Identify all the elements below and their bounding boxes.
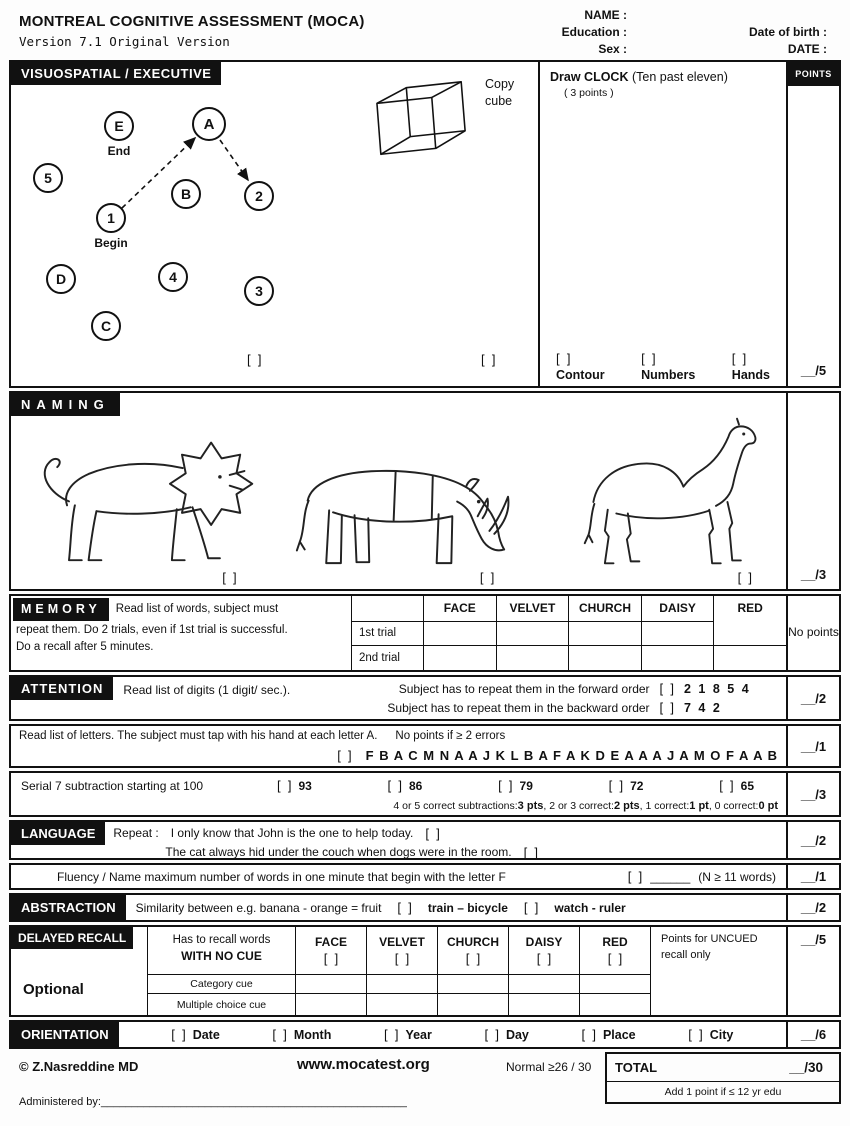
- city-checkbox[interactable]: [ ]: [688, 1027, 703, 1042]
- memory-table: [351, 596, 786, 670]
- abstraction-points-cell: [786, 895, 839, 920]
- memory-trial1-cell[interactable]: [568, 621, 641, 646]
- points-column-header: POINTS: [788, 62, 839, 86]
- fluency-score[interactable]: __/1: [800, 869, 827, 884]
- abstraction-pair1: train – bicycle: [427, 900, 508, 915]
- trail-node-A: A: [192, 107, 226, 141]
- serial7-checkbox[interactable]: [ ]: [387, 778, 402, 793]
- spacer: [673, 8, 841, 22]
- scoring-text: 0 pt: [758, 800, 778, 812]
- serial7-points-cell: [786, 773, 839, 815]
- abstraction-section-label: ABSTRACTION: [11, 895, 126, 920]
- date-field-label: DATE :: [787, 42, 827, 56]
- patient-fields: [505, 6, 841, 58]
- serial7-item: [277, 778, 312, 793]
- trail-node-1: 1: [96, 203, 126, 233]
- memory-trial2-cell[interactable]: [568, 645, 641, 670]
- trail-node-2: 2: [244, 181, 274, 211]
- forward-digits-checkbox[interactable]: [ ]: [659, 681, 674, 696]
- trail-end-label: End: [107, 144, 131, 158]
- letters-checkbox[interactable]: [ ]: [337, 748, 352, 763]
- form-header: [9, 6, 841, 58]
- trail-node-5: 5: [33, 163, 63, 193]
- form-title: MONTREAL COGNITIVE ASSESSMENT (MOCA): [19, 13, 365, 30]
- naming-item-rhinoceros: [277, 440, 525, 585]
- digits-points-cell: [786, 677, 839, 719]
- section-orientation: [9, 1020, 841, 1049]
- delayed-recall-section-label: DELAYED RECALL: [11, 927, 133, 949]
- dob-field-label: Date of birth :: [749, 25, 827, 39]
- serial7-items: [273, 778, 780, 793]
- recall-word-label: CHURCH: [447, 935, 499, 949]
- category-cue-cell[interactable]: [366, 974, 437, 993]
- memory-trial2-label: 2nd trial: [351, 645, 423, 670]
- sentence1-checkbox[interactable]: [ ]: [425, 826, 440, 841]
- section-delayed-recall: [9, 925, 841, 1017]
- clock-check-label: Contour: [556, 368, 605, 382]
- orientation-points-cell: [786, 1022, 839, 1047]
- orientation-item-label: Day: [505, 1027, 529, 1042]
- recall-church-checkbox[interactable]: [ ]: [465, 951, 481, 966]
- trail-node-D: D: [46, 264, 76, 294]
- naming-section-label: NAMING: [11, 393, 120, 416]
- orientation-day-item: [484, 1027, 528, 1042]
- trail-arrows: [17, 98, 349, 350]
- category-cue-cell[interactable]: [508, 974, 579, 993]
- category-cue-cell[interactable]: [579, 974, 650, 993]
- section-memory: [9, 594, 841, 672]
- form-version: Version 7.1 Original Version: [19, 34, 230, 49]
- backward-text: Subject has to repeat them in the backward order: [387, 700, 650, 715]
- forward-digits: 2 1 8 5 4: [684, 681, 751, 696]
- clock-numbers-item: [641, 351, 695, 382]
- category-cue-label: Category cue: [147, 974, 295, 993]
- multiple-choice-cue-cell[interactable]: [579, 993, 650, 1015]
- language-section-label: LANGUAGE: [11, 822, 105, 845]
- section-language-repeat: [9, 820, 841, 860]
- no-cue-line2: WITH NO CUE: [181, 949, 262, 964]
- memory-trial1-cell[interactable]: [423, 621, 496, 646]
- recall-word-label: RED: [602, 935, 628, 949]
- delayed-recall-score[interactable]: __/5: [800, 932, 827, 947]
- scoring-text: 2 pts: [613, 800, 640, 812]
- memory-instructions: [11, 596, 351, 670]
- scoring-text: 4 or 5 correct subtractions:: [393, 800, 518, 812]
- recall-word-velvet: [366, 927, 437, 974]
- category-cue-cell[interactable]: [295, 974, 366, 993]
- clock-drawing-area[interactable]: [538, 62, 786, 386]
- clock-points-note: ( 3 points ): [564, 87, 614, 99]
- memory-points-cell: [786, 596, 839, 670]
- multiple-choice-cue-cell[interactable]: [295, 993, 366, 1015]
- serial7-value: 72: [630, 778, 644, 793]
- clock-check-label: Numbers: [641, 368, 696, 382]
- delayed-recall-grid: [11, 927, 786, 1015]
- clock-score-items: [540, 351, 786, 382]
- recall-word-daisy: [508, 927, 579, 974]
- cube-checkbox[interactable]: [ ]: [481, 352, 496, 367]
- serial7-scoring-rule: [21, 800, 780, 812]
- trail-node-C: C: [91, 311, 121, 341]
- sentence2-checkbox[interactable]: [ ]: [523, 845, 539, 860]
- education-bonus-note: Add 1 point if ≤ 12 yr edu: [664, 1086, 782, 1098]
- trail-begin-label: Begin: [94, 236, 128, 250]
- repeat-sentence1-line: [113, 826, 782, 841]
- serial7-item: [719, 778, 754, 793]
- orientation-place-item: [582, 1027, 636, 1042]
- form-footer: [9, 1052, 841, 1110]
- memory-word-church: CHURCH: [568, 596, 641, 621]
- backward-digits-line: [290, 700, 780, 715]
- memory-section-label: MEMORY: [13, 598, 109, 621]
- memory-word-red: RED: [713, 596, 786, 621]
- orientation-month-item: [272, 1027, 331, 1042]
- repeat-sentence1: I only know that John is the one to help today.: [170, 826, 414, 840]
- date-checkbox[interactable]: [ ]: [171, 1027, 186, 1042]
- no-cue-line1: Has to recall words: [172, 934, 271, 946]
- serial7-instruction: Serial 7 subtraction starting at 100: [21, 778, 204, 793]
- naming-item-lion: [19, 423, 267, 585]
- abstraction-pair1-checkbox[interactable]: [ ]: [397, 900, 412, 915]
- orientation-item-label: Month: [293, 1027, 332, 1042]
- scoring-text: 1 pt: [689, 800, 709, 812]
- scoring-text: , 2 or 3 correct:: [543, 800, 614, 812]
- orientation-section-label: ORIENTATION: [11, 1022, 119, 1047]
- multiple-choice-cue-label: Multiple choice cue: [147, 993, 295, 1015]
- forward-digits-line: [290, 681, 780, 696]
- memory-instruction-line: repeat them. Do 2 trials, even if 1st trial is successful.: [16, 623, 288, 636]
- memory-trial1-cell[interactable]: [496, 621, 569, 646]
- recall-face-checkbox[interactable]: [ ]: [323, 951, 339, 966]
- repeat-lead: Repeat :: [113, 826, 159, 840]
- serial7-value: 65: [740, 778, 754, 793]
- copy-cube-label: Copy cube: [485, 77, 515, 108]
- cube-figure: [363, 72, 481, 168]
- section-attention-digits: [9, 675, 841, 721]
- attention-section-label: ATTENTION: [11, 677, 113, 700]
- recall-word-label: FACE: [314, 935, 347, 949]
- recall-word-church: [437, 927, 508, 974]
- delayed-recall-label-cell: [11, 927, 147, 1015]
- memory-trial1-cell[interactable]: [641, 621, 714, 646]
- trail-node-3: 3: [244, 276, 274, 306]
- category-cue-cell[interactable]: [437, 974, 508, 993]
- section-visuospatial: [9, 60, 841, 388]
- memory-trial1-cell[interactable]: [713, 621, 786, 646]
- sex-field-label: Sex :: [598, 42, 627, 56]
- lion-image: [20, 423, 265, 570]
- clock-check-label: Hands: [731, 368, 770, 382]
- clock-contour-item: [556, 351, 605, 382]
- repeat-sentence2-line: [165, 845, 782, 860]
- orientation-year-item: [384, 1027, 432, 1042]
- orientation-item-label: City: [709, 1027, 734, 1042]
- trail-node-4: 4: [158, 262, 188, 292]
- administered-by-line: [19, 1096, 407, 1108]
- memory-header-empty-cell: [351, 596, 423, 621]
- backward-digits: 7 4 2: [684, 700, 722, 715]
- recall-velvet-checkbox[interactable]: [ ]: [394, 951, 410, 966]
- memory-instruction-line: Read list of words, subject must: [115, 602, 279, 615]
- trail-making-diagram: [17, 98, 349, 350]
- camel-checkbox[interactable]: [ ]: [737, 570, 753, 585]
- recall-word-label: DAISY: [525, 935, 563, 949]
- name-field-label: NAME :: [584, 8, 627, 22]
- serial7-value: 93: [298, 778, 312, 793]
- digits-score[interactable]: __/2: [800, 690, 827, 706]
- visuospatial-points-cell: [786, 62, 839, 386]
- fluency-checkbox[interactable]: [ ]: [627, 869, 643, 884]
- clock-title: [550, 70, 776, 84]
- multiple-choice-cue-cell[interactable]: [437, 993, 508, 1015]
- scoring-text: , 1 correct:: [639, 800, 690, 812]
- administered-by-signature-line[interactable]: __________________________________________________: [100, 1096, 407, 1108]
- section-attention-serial7: [9, 771, 841, 817]
- day-checkbox[interactable]: [ ]: [484, 1027, 499, 1042]
- letters-score[interactable]: __/1: [800, 738, 827, 754]
- recall-word-label: VELVET: [379, 935, 425, 949]
- clock-title-bold: Draw CLOCK: [550, 70, 629, 84]
- visuospatial-score[interactable]: __/5: [800, 363, 827, 378]
- recall-word-face: [295, 927, 366, 974]
- memory-instruction-line: Do a recall after 5 minutes.: [16, 641, 154, 654]
- letters-sequence: F B A C M N A A J K L B A F A K D E A A A J A M O F A A B: [365, 748, 778, 763]
- serial7-checkbox[interactable]: [ ]: [498, 778, 513, 793]
- education-field-label: Education :: [561, 25, 627, 39]
- serial7-checkbox[interactable]: [ ]: [719, 778, 734, 793]
- rhinoceros-checkbox[interactable]: [ ]: [479, 570, 495, 585]
- serial7-checkbox[interactable]: [ ]: [608, 778, 624, 793]
- memory-word-face: FACE: [423, 596, 496, 621]
- abstraction-instruction: Similarity between e.g. banana - orange = fruit: [135, 900, 382, 915]
- orientation-city-item: [688, 1027, 733, 1042]
- naming-item-camel: [534, 412, 782, 585]
- recall-word-red: [579, 927, 650, 974]
- fluency-criterion: (N ≥ 11 words): [698, 869, 776, 884]
- copyright-text: © Z.Nasreddine MD: [19, 1059, 139, 1074]
- orientation-item-label: Place: [602, 1027, 636, 1042]
- forward-text: Subject has to repeat them in the forward order: [398, 681, 650, 696]
- repeat-points-cell: [786, 822, 839, 858]
- naming-score[interactable]: __/3: [800, 567, 827, 582]
- memory-trial2-cell[interactable]: [713, 645, 786, 670]
- orientation-item-label: Date: [192, 1027, 220, 1042]
- serial7-checkbox[interactable]: [ ]: [277, 778, 292, 793]
- place-checkbox[interactable]: [ ]: [581, 1027, 596, 1042]
- camel-image: [551, 412, 766, 570]
- memory-word-daisy: DAISY: [641, 596, 714, 621]
- section-language-fluency: [9, 863, 841, 890]
- memory-trial2-cell[interactable]: [641, 645, 714, 670]
- naming-points-cell: [786, 393, 839, 589]
- recall-daisy-checkbox[interactable]: [ ]: [536, 951, 552, 966]
- orientation-item-label: Year: [405, 1027, 432, 1042]
- clock-hands-item: [732, 351, 770, 382]
- memory-trial2-cell[interactable]: [423, 645, 496, 670]
- digits-instruction: Read list of digits (1 digit/ sec.).: [123, 683, 291, 697]
- serial7-item: [498, 778, 533, 793]
- scoring-text: , 0 correct:: [708, 800, 759, 812]
- month-checkbox[interactable]: [ ]: [272, 1027, 287, 1042]
- title-block: [9, 6, 505, 58]
- fluency-points-cell: [786, 865, 839, 888]
- total-label: TOTAL: [615, 1060, 658, 1075]
- letters-no-points-note: No points if ≥ 2 errors: [395, 730, 506, 742]
- no-cue-cell: [147, 927, 295, 974]
- rhinoceros-image: [278, 440, 523, 570]
- serial7-item: [609, 778, 644, 793]
- website-text: www.mocatest.org: [297, 1056, 430, 1073]
- clock-title-rest: (Ten past eleven): [631, 70, 728, 84]
- orientation-score[interactable]: __/6: [800, 1027, 827, 1042]
- section-abstraction: [9, 893, 841, 922]
- normal-cutoff-text: Normal ≥26 / 30: [506, 1060, 592, 1074]
- naming-animals: [11, 393, 786, 589]
- letters-instruction: Read list of letters. The subject must tap with his hand at each letter A.: [19, 730, 378, 742]
- section-attention-letters: [9, 724, 841, 768]
- clock-contour-checkbox[interactable]: [ ]: [556, 351, 571, 366]
- total-score[interactable]: __/30: [789, 1060, 823, 1075]
- fluency-instruction: Fluency / Name maximum number of words in one minute that begin with the letter F: [57, 869, 506, 884]
- repeat-sentence2: The cat always hid under the couch when dogs were in the room.: [165, 845, 512, 859]
- uncued-points-note: Points for UNCUED recall only: [650, 927, 786, 1015]
- section-naming: [9, 391, 841, 591]
- serial7-item: [388, 778, 423, 793]
- serial7-score[interactable]: __/3: [800, 786, 827, 802]
- optional-label: Optional: [23, 981, 84, 998]
- memory-word-velvet: VELVET: [496, 596, 569, 621]
- abstraction-pair2: watch - ruler: [554, 900, 626, 915]
- lion-checkbox[interactable]: [ ]: [222, 570, 237, 585]
- multiple-choice-cue-cell[interactable]: [508, 993, 579, 1015]
- backward-digits-checkbox[interactable]: [ ]: [659, 700, 674, 715]
- trail-node-B: B: [171, 179, 201, 209]
- recall-red-checkbox[interactable]: [ ]: [607, 951, 623, 966]
- abstraction-score[interactable]: __/2: [800, 900, 827, 915]
- scoring-text: 3 pts: [517, 800, 544, 812]
- visuospatial-section-label: VISUOSPATIAL / EXECUTIVE: [11, 62, 221, 85]
- letters-points-cell: [786, 726, 839, 766]
- clock-numbers-checkbox[interactable]: [ ]: [641, 351, 656, 366]
- serial7-value: 86: [409, 778, 423, 793]
- trail-node-E: E: [104, 111, 134, 141]
- total-box: [605, 1052, 841, 1104]
- serial7-value: 79: [519, 778, 533, 793]
- abstraction-pair2-checkbox[interactable]: [ ]: [523, 900, 539, 915]
- trail-checkbox[interactable]: [ ]: [247, 352, 262, 367]
- multiple-choice-cue-cell[interactable]: [366, 993, 437, 1015]
- delayed-recall-points-cell: [786, 927, 839, 1015]
- repeat-score[interactable]: __/2: [800, 832, 827, 848]
- orientation-date-item: [171, 1027, 220, 1042]
- administered-by-label: Administered by:: [19, 1096, 101, 1108]
- memory-trial2-cell[interactable]: [496, 645, 569, 670]
- year-checkbox[interactable]: [ ]: [383, 1027, 399, 1042]
- fluency-blank[interactable]: ______: [650, 869, 691, 884]
- memory-no-points: No points: [788, 625, 839, 640]
- memory-trial1-label: 1st trial: [351, 621, 423, 646]
- clock-hands-checkbox[interactable]: [ ]: [731, 351, 747, 366]
